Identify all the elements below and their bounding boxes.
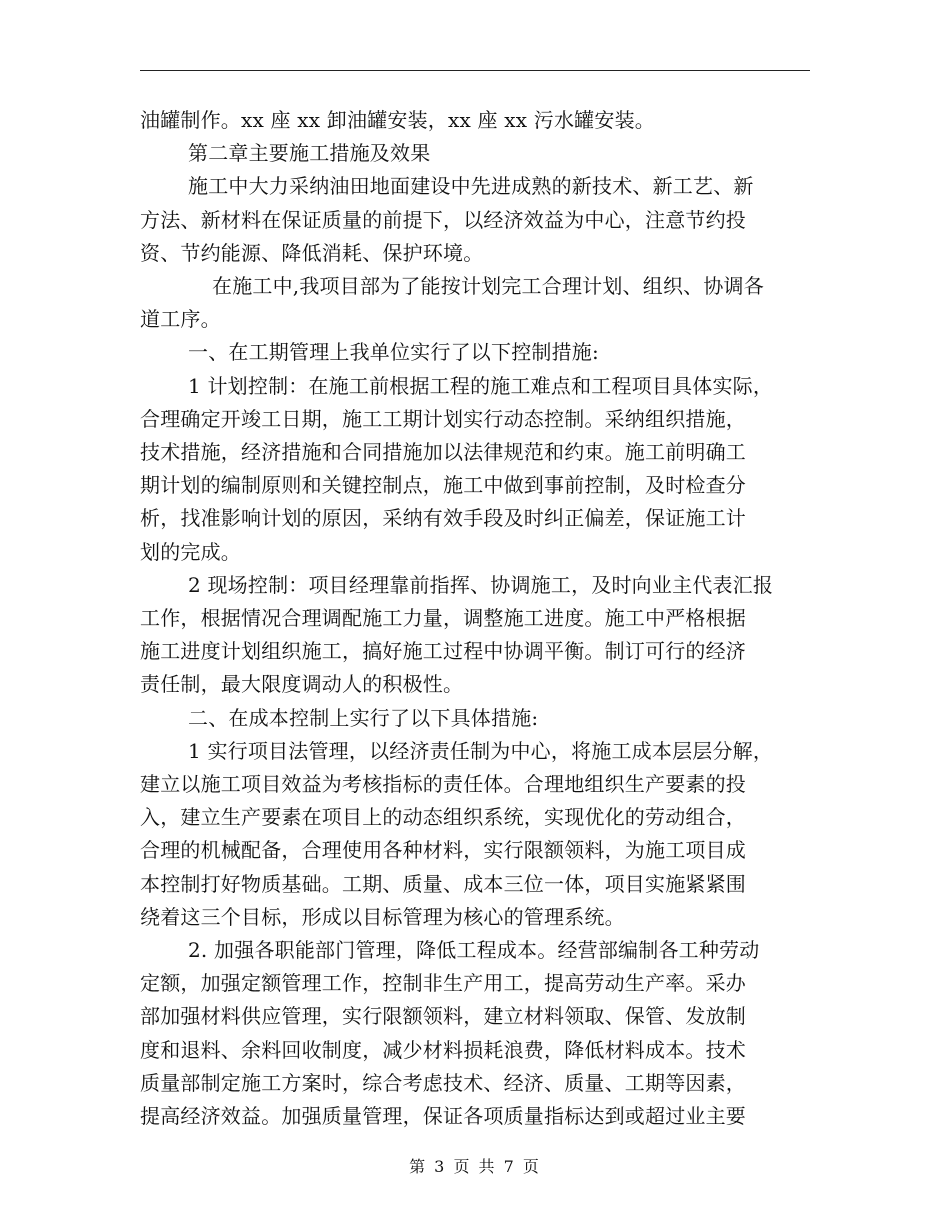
text-line: 1 实行项目法管理，以经济责任制为中心，将施工成本层层分解， xyxy=(188,738,774,763)
text-line: 入，建立生产要素在项目上的动态组织系统，实现优化的劳动组合， xyxy=(140,805,746,830)
document-body xyxy=(140,104,812,1133)
header-rule xyxy=(140,70,810,71)
text-line: 1 计划控制：在施工前根据工程的施工难点和工程项目具体实际， xyxy=(188,373,774,398)
text-line: 2 现场控制：项目经理靠前指挥、协调施工，及时向业主代表汇报 xyxy=(188,572,774,597)
text-line: 技术措施，经济措施和合同措施加以法律规范和约束。施工前明确工 xyxy=(140,440,746,465)
text-line: 划的完成。 xyxy=(140,539,241,564)
text-line: 2. 加强各职能部门管理，降低工程成本。经营部编制各工种劳动 xyxy=(188,938,760,963)
text-line: 提高经济效益。加强质量管理，保证各项质量指标达到或超过业主要 xyxy=(140,1104,746,1129)
text-line: 部加强材料供应管理，实行限额领料，建立材料领取、保管、发放制 xyxy=(140,1004,746,1029)
text-line: 合理确定开竣工日期，施工工期计划实行动态控制。采纳组织措施， xyxy=(140,406,746,431)
text-line: 责任制，最大限度调动人的积极性。 xyxy=(140,672,464,697)
section-heading: 二、在成本控制上实行了以下具体措施: xyxy=(188,705,539,730)
page-number-footer: 第 3 页 共 7 页 xyxy=(409,1157,541,1176)
text-line: 质量部制定施工方案时，综合考虑技术、经济、质量、工期等因素， xyxy=(140,1070,746,1095)
text-line: 施工进度计划组织施工，搞好施工过程中协调平衡。制订可行的经济 xyxy=(140,639,746,664)
chapter-heading: 第二章主要施工措施及效果 xyxy=(188,141,431,166)
text-line: 资、节约能源、降低消耗、保护环境。 xyxy=(140,240,484,265)
text-line: 施工中大力采纳油田地面建设中先进成熟的新技术、新工艺、新 xyxy=(188,174,754,199)
text-line: 工作，根据情况合理调配施工力量，调整施工进度。施工中严格根据 xyxy=(140,606,746,631)
text-line: 合理的机械配备，合理使用各种材料，实行限额领料，为施工项目成 xyxy=(140,838,746,863)
text-line: 道工序。 xyxy=(140,307,221,332)
text-line: 期计划的编制原则和关键控制点，施工中做到事前控制，及时检查分 xyxy=(140,473,746,498)
text-line: 绕着这三个目标，形成以目标管理为核心的管理系统。 xyxy=(140,904,625,929)
text-line: 定额，加强定额管理工作，控制非生产用工，提高劳动生产率。采办 xyxy=(140,971,746,996)
text-line: 在施工中,我项目部为了能按计划完工合理计划、组织、协调各 xyxy=(212,274,764,299)
text-line: 建立以施工项目效益为考核指标的责任体。合理地组织生产要素的投 xyxy=(140,772,746,797)
text-line: 度和退料、余料回收制度，减少材料损耗浪费，降低材料成本。技术 xyxy=(140,1037,746,1062)
text-line: 本控制打好物质基础。工期、质量、成本三位一体，项目实施紧紧围 xyxy=(140,871,746,896)
text-line: 方法、新材料在保证质量的前提下，以经济效益为中心，注意节约投 xyxy=(140,207,746,232)
text-line: 析，找准影响计划的原因，采纳有效手段及时纠正偏差，保证施工计 xyxy=(140,506,746,531)
text-line: 油罐制作。xx 座 xx 卸油罐安装，xx 座 xx 污水罐安装。 xyxy=(140,108,655,132)
section-heading: 一、在工期管理上我单位实行了以下控制措施: xyxy=(188,340,599,365)
